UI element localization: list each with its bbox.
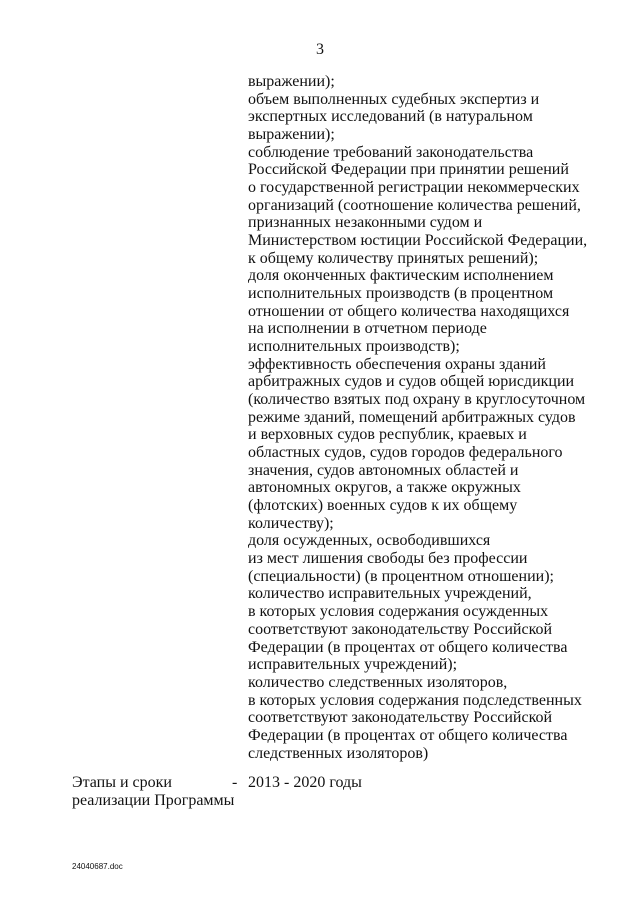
text-line: исправительных учреждений);: [248, 656, 458, 674]
stages-label: [72, 774, 242, 810]
text-line: исполнительных производств);: [248, 338, 460, 356]
text-line: (специальности) (в процентном отношении);: [248, 567, 554, 585]
text-line: режиме зданий, помещений арбитражных судов: [248, 408, 576, 426]
text-line: следственных изоляторов): [248, 744, 429, 762]
text-line: областных судов, судов городов федерального: [248, 444, 563, 462]
text-line: о государственной регистрации некоммерческих: [248, 179, 580, 197]
indicator-list: [248, 73, 588, 762]
text-line: в которых условия содержания осужденных: [248, 603, 549, 621]
text-line: на исполнении в отчетном периоде: [248, 320, 487, 338]
text-line: (флотских) военных судов к их общему: [248, 497, 518, 515]
stages-label-line: Этапы и сроки: [72, 774, 172, 791]
text-line: соблюдение требований законодательства: [248, 143, 534, 161]
text-line: и верховных судов республик, краевых и: [248, 426, 527, 444]
stages-dash: -: [232, 774, 238, 791]
text-line: Российской Федерации при принятии решений: [248, 161, 569, 179]
text-line: соответствуют законодательству Российской: [248, 709, 553, 727]
text-line: выражении);: [248, 73, 335, 90]
text-line: Министерством юстиции Российской Федерации,: [248, 232, 588, 250]
text-line: Федерации (в процентах от общего количества: [248, 638, 568, 656]
text-line: эффективность обеспечения охраны зданий: [248, 355, 546, 373]
text-line: к общему количеству принятых решений);: [248, 249, 539, 267]
text-line: количество исправительных учреждений,: [248, 585, 532, 603]
text-line: исполнительных производств (в процентном: [248, 285, 554, 303]
text-line: объем выполненных судебных экспертиз и: [248, 90, 540, 108]
text-line: доля осужденных, освободившихся: [248, 532, 491, 550]
text-line: отношении от общего количества находящихся: [248, 302, 570, 320]
text-line: организаций (соотношение количества решений,: [248, 196, 581, 214]
stages-value: 2013 - 2020 годы: [248, 774, 362, 791]
text-line: (количество взятых под охрану в круглосуточном: [248, 391, 586, 409]
text-line: количеству);: [248, 514, 334, 532]
text-line: в которых условия содержания подследственных: [248, 691, 582, 709]
text-line: Федерации (в процентах от общего количества: [248, 726, 568, 744]
text-line: количество следственных изоляторов,: [248, 673, 508, 691]
text-line: из мест лишения свободы без профессии: [248, 550, 528, 568]
stages-label-line: реализации Программы: [72, 792, 235, 809]
footer-doc-code: 24040687.doc: [72, 862, 123, 871]
text-line: арбитражных судов и судов общей юрисдикции: [248, 373, 575, 391]
text-line: экспертных исследований (в натуральном: [248, 108, 533, 126]
text-line: автономных округов, а также окружных: [248, 479, 521, 497]
text-line: признанных незаконными судом и: [248, 214, 483, 232]
text-line: доля оконченных фактическим исполнением: [248, 267, 554, 285]
text-line: значения, судов автономных областей и: [248, 461, 519, 479]
text-line: соответствуют законодательству Российской: [248, 620, 553, 638]
text-line: выражении);: [248, 126, 335, 144]
page-number: 3: [316, 41, 324, 58]
